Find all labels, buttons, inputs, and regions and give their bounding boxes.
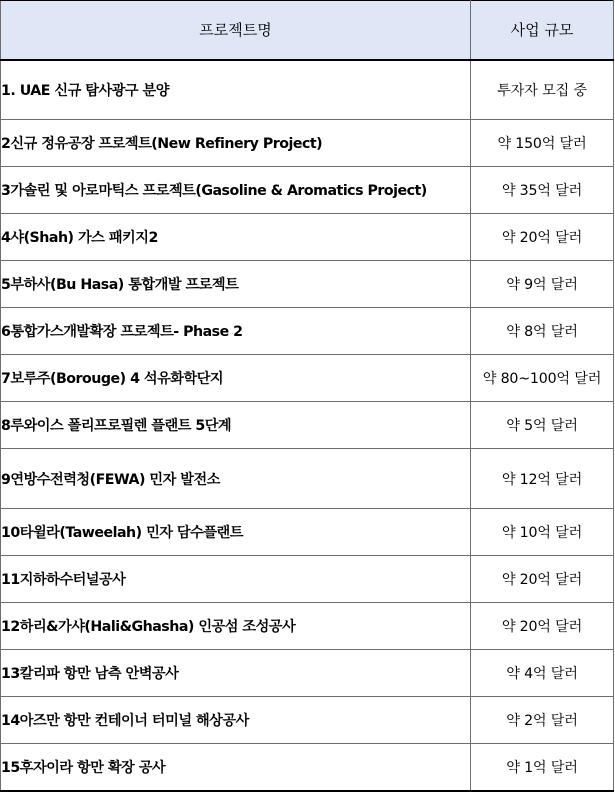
- table-row: [1, 449, 614, 509]
- project-scale-cell: 약 8억 달러: [471, 308, 614, 355]
- project-name-cell: 1. UAE 신규 탐사광구 분양: [1, 60, 471, 120]
- project-scale-cell: 약 9억 달러: [471, 261, 614, 308]
- project-name-cell: 14아즈만 항만 컨테이너 터미널 해상공사: [1, 697, 471, 744]
- project-name-cell: 7보루주(Borouge) 4 석유화학단지: [1, 355, 471, 402]
- project-name-cell: 13칼리파 항만 남측 안벽공사: [1, 650, 471, 697]
- table-row: [1, 60, 614, 120]
- table-row: [1, 650, 614, 697]
- project-name-cell: 6통합가스개발확장 프로젝트- Phase 2: [1, 308, 471, 355]
- table-row: [1, 308, 614, 355]
- project-scale-cell: 약 35억 달러: [471, 167, 614, 214]
- project-name-cell: 8루와이스 폴리프로필렌 플랜트 5단계: [1, 402, 471, 449]
- project-scale-cell: 약 2억 달러: [471, 697, 614, 744]
- project-name-cell: 12하리&가샤(Hali&Ghasha) 인공섬 조성공사: [1, 603, 471, 650]
- project-name-cell: 10타윌라(Taweelah) 민자 담수플랜트: [1, 509, 471, 556]
- table-row: [1, 355, 614, 402]
- project-scale-cell: 약 20억 달러: [471, 603, 614, 650]
- project-scale-cell: 약 150억 달러: [471, 120, 614, 167]
- project-scale-cell: 약 1억 달러: [471, 744, 614, 791]
- header-project-name: 프로젝트명: [1, 1, 471, 60]
- header-scale: 사업 규모: [471, 1, 614, 60]
- project-name-cell: 11지하하수터널공사: [1, 556, 471, 603]
- project-scale-cell: 약 20억 달러: [471, 556, 614, 603]
- project-name-cell: 15후자이라 항만 확장 공사: [1, 744, 471, 791]
- table-row: [1, 120, 614, 167]
- project-scale-cell: 약 10억 달러: [471, 509, 614, 556]
- table-row: [1, 744, 614, 791]
- project-scale-cell: 약 4억 달러: [471, 650, 614, 697]
- project-name-cell: 3가솔린 및 아로마틱스 프로젝트(Gasoline & Aromatics Project): [1, 167, 471, 214]
- table-header-row: [1, 1, 614, 60]
- project-scale-cell: 투자자 모집 중: [471, 60, 614, 120]
- table-row: [1, 697, 614, 744]
- table-row: [1, 167, 614, 214]
- project-scale-cell: 약 5억 달러: [471, 402, 614, 449]
- table-row: [1, 214, 614, 261]
- project-name-cell: 9연방수전력청(FEWA) 민자 발전소: [1, 449, 471, 509]
- project-scale-cell: 약 20억 달러: [471, 214, 614, 261]
- table-row: [1, 261, 614, 308]
- table-row: [1, 603, 614, 650]
- project-scale-cell: 약 12억 달러: [471, 449, 614, 509]
- table-row: [1, 402, 614, 449]
- table-row: [1, 509, 614, 556]
- project-scale-cell: 약 80~100억 달러: [471, 355, 614, 402]
- project-name-cell: 2신규 정유공장 프로젝트(New Refinery Project): [1, 120, 471, 167]
- project-name-cell: 4샤(Shah) 가스 패키지2: [1, 214, 471, 261]
- table-row: [1, 556, 614, 603]
- project-name-cell: 5부하사(Bu Hasa) 통합개발 프로젝트: [1, 261, 471, 308]
